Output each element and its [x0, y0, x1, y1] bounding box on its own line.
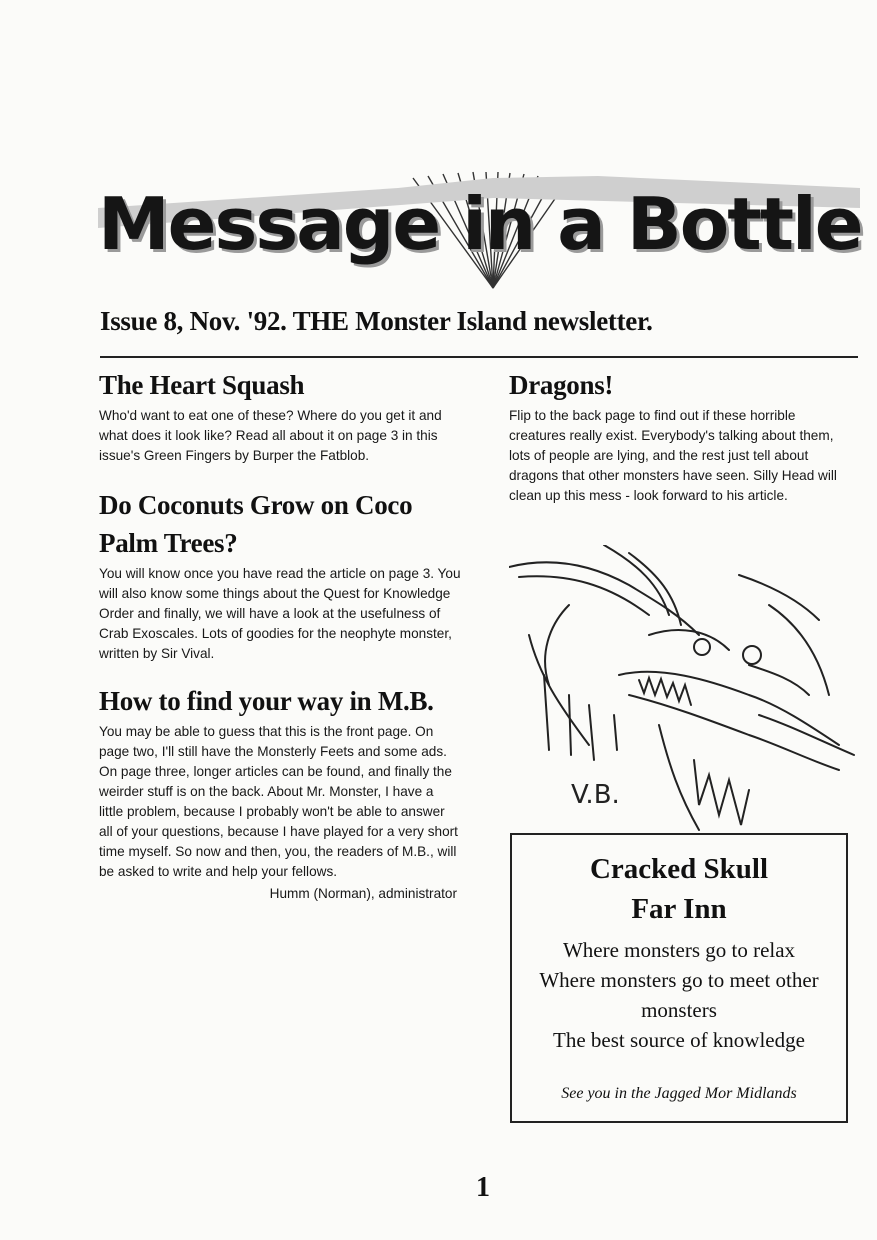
ad-line-knowledge: The best source of knowledge — [553, 1028, 805, 1052]
article-body: Who'd want to eat one of these? Where do you get it and what does it look like? Read all about it on page 3 in this issue's Green Fingers by Burper the Fatblob. — [99, 408, 442, 463]
ad-footer: See you in the Jagged Mor Midlands — [561, 1085, 797, 1102]
page-number: 1 — [476, 1172, 490, 1203]
article-find-your-way — [99, 682, 461, 904]
dragons-heading: Dragons! — [509, 370, 614, 400]
article-heart-squash — [99, 366, 461, 466]
header-divider — [100, 356, 858, 358]
article-body: You will know once you have read the article on page 3. You will also know some things about the Quest for Knowledge Order and finally, we will have a look at the usefulness of Crab Exoscales. Lots of goodies for the neophyte monster, written by Sir Vival. — [99, 566, 461, 661]
right-column — [509, 366, 854, 506]
left-column — [99, 366, 461, 904]
article-coconuts — [99, 486, 461, 664]
dragon-head-drawing-icon — [509, 545, 855, 837]
inn-advertisement — [510, 833, 848, 1123]
ad-line-relax: Where monsters go to relax — [562, 938, 796, 962]
issue-line: Issue 8, Nov. '92. THE Monster Island newsletter. — [100, 306, 653, 336]
inn-name-line2: Far Inn — [631, 893, 727, 925]
article-body: You may be able to guess that this is the front page. On page two, I'll still have the Monsterly Feets and some ads. On page three, longer articles can be found, and finally the weirder stuff is on the back. About Mr. Monster, I have a little problem, because I probably won't be able to answer all of your questions, because I have played for a very short time myself. So now and then, you, the readers of M.B., will be asked to write and help your fellows. — [99, 724, 458, 879]
artist-signature: V.B. — [571, 780, 620, 810]
inn-name-line1: Cracked Skull — [589, 853, 769, 885]
article-heading: How to find your way in M.B. — [99, 686, 434, 716]
dragons-body: Flip to the back page to find out if these horrible creatures really exist. Everybody's talking about them, lots of people are lying, and the rest just tell about dragons that other monsters have seen. Silly Head will clean up this mess - look forward to his article. — [509, 408, 837, 503]
ad-line-meet: Where monsters go to meet other monsters — [539, 968, 819, 1022]
masthead — [98, 168, 860, 298]
article-signature: Humm (Norman), administrator — [269, 886, 457, 901]
article-heading: The Heart Squash — [99, 370, 305, 400]
article-heading: Do Coconuts Grow on Coco Palm Trees? — [99, 490, 413, 558]
masthead-title: Message in a Bottle — [98, 182, 862, 266]
